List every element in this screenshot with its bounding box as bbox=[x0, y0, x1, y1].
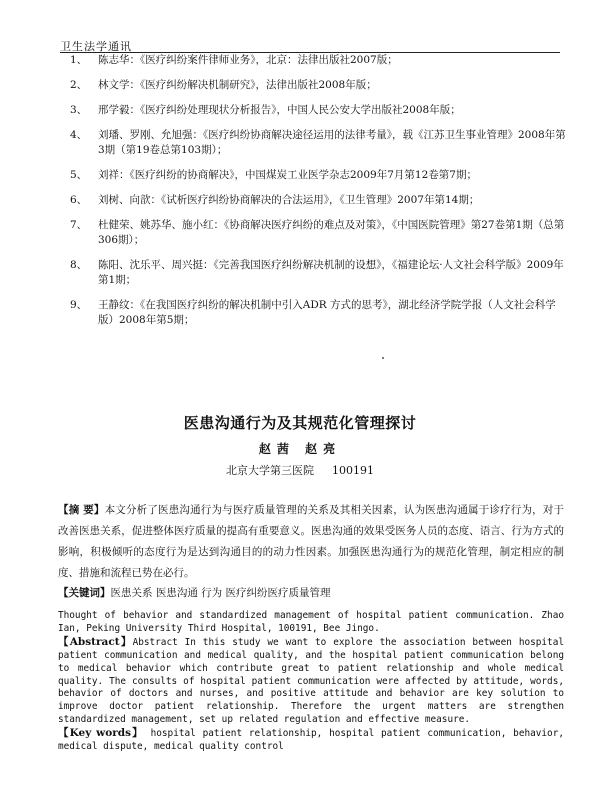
keywords-text-en: hospital patient relationship, hospital patient communication, behavior, medical dispute, medical quality control bbox=[58, 728, 564, 753]
chinese-keywords bbox=[58, 584, 564, 602]
postal-code: 100191 bbox=[332, 464, 374, 477]
reference-item bbox=[70, 258, 570, 288]
reference-text: 王静纹：《在我国医疗纠纷的解决机制中引入ADR 方式的思考》，湖北经济学院学报（人文社会科学版）2008年第5期； bbox=[98, 299, 556, 326]
reference-item bbox=[70, 218, 570, 248]
reference-number: 3、 bbox=[70, 104, 88, 116]
article-authors: 赵茜 赵亮 bbox=[258, 442, 342, 456]
abstract-label-en: 【Abstract】 bbox=[58, 635, 133, 648]
keywords-label-en: 【Key words】 bbox=[58, 727, 144, 740]
reference-text: 林文学：《医疗纠纷解决机制研究》，法律出版社2008年版； bbox=[98, 79, 377, 91]
stray-mark bbox=[382, 357, 384, 359]
reference-text: 陈阳、沈乐平、周兴挺：《完善我国医疗纠纷解决机制的设想》，《福建论坛·人文社会科学版》2009年第1期； bbox=[98, 259, 564, 286]
author-affiliation bbox=[0, 462, 600, 478]
reference-text: 刘树、向歆：《试析医疗纠纷协商解决的合法运用》，《卫生管理》2007年第14期； bbox=[98, 194, 480, 206]
abstract-label-cn: 【摘 要】 bbox=[58, 504, 105, 516]
reference-text: 邢学毅：《医疗纠纷处理现状分析报告》，中国人民公安大学出版社2008年版； bbox=[98, 104, 461, 116]
reference-item bbox=[70, 298, 570, 328]
abstract-text-cn: 本文分析了医患沟通行为与医疗质量管理的关系及其相关因素，认为医患沟通属于诊疗行为，对于改善医患关系，促进整体医疗质量的提高有重要意义。医患沟通的效果受医务人员的态度、语言、行为方式的影响，积极倾听的态度行为是达到沟通目的的动力性因素。加强医患沟通行为的规范化管理，制定相应的制度、措施和流程已势在必行。 bbox=[58, 504, 565, 579]
reference-number: 1、 bbox=[70, 54, 88, 66]
reference-item bbox=[70, 168, 570, 183]
reference-item bbox=[70, 103, 570, 118]
english-abstract-block bbox=[58, 610, 564, 754]
reference-list bbox=[70, 53, 570, 338]
english-title-line: Thought of behavior and standardized management of hospital patient communication. Zhao Ian, Peking University Third Hospital, 100191, Bee Jingo. bbox=[58, 610, 564, 634]
reference-text: 杜健荣、姚苏华、施小红：《协商解决医疗纠纷的难点及对策》，《中国医院管理》第27卷第1期（总第306期）； bbox=[98, 219, 565, 246]
reference-item bbox=[70, 128, 570, 158]
reference-number: 2、 bbox=[70, 79, 88, 91]
reference-text: 刘祥：《医疗纠纷的协商解决》，中国煤炭工业医学杂志2009年7月第12卷第7期； bbox=[98, 169, 477, 181]
reference-number: 7、 bbox=[70, 219, 88, 231]
reference-number: 9、 bbox=[70, 299, 88, 311]
reference-number: 8、 bbox=[70, 259, 88, 271]
reference-number: 6、 bbox=[70, 194, 88, 206]
affiliation-name: 北京大学第三医院 bbox=[226, 464, 314, 477]
reference-item bbox=[70, 78, 570, 93]
abstract-text-en: Abstract In this study we want to explore the association between hospital patient communication and medical quality, and the hospital patient communication belong to medical behavior which contribute great to patient relationship and whole medical quality. The consults of hospital patient communication were affected by attitude, words, behavior of doctors and nurses, and positive attitude and behavior are key solution to improve doctor patient relationship. Therefore the urgent matters are strengthen standardized management, set up related regulation and effective measure. bbox=[58, 636, 564, 726]
running-header: 卫生法学通讯 bbox=[60, 40, 132, 53]
reference-item bbox=[70, 193, 570, 208]
reference-item bbox=[70, 53, 570, 68]
english-keywords bbox=[58, 727, 564, 754]
reference-number: 4、 bbox=[70, 129, 88, 141]
english-abstract bbox=[58, 636, 564, 727]
reference-text: 陈志华：《医疗纠纷案件律师业务》，北京：法律出版社2007版； bbox=[98, 54, 398, 66]
reference-text: 刘璠、罗刚、允旭强：《医疗纠纷协商解决途径运用的法律考量》，载《江苏卫生事业管理》2008年第3期（第19卷总第103期）； bbox=[98, 129, 566, 156]
chinese-abstract bbox=[58, 500, 564, 584]
keywords-label-cn: 【关键词】 bbox=[58, 587, 111, 599]
article-title: 医患沟通行为及其规范化管理探讨 bbox=[183, 414, 417, 432]
keywords-text-cn: 医患关系 医患沟通 行为 医疗纠纷医疗质量管理 bbox=[110, 587, 331, 599]
reference-number: 5、 bbox=[70, 169, 88, 181]
